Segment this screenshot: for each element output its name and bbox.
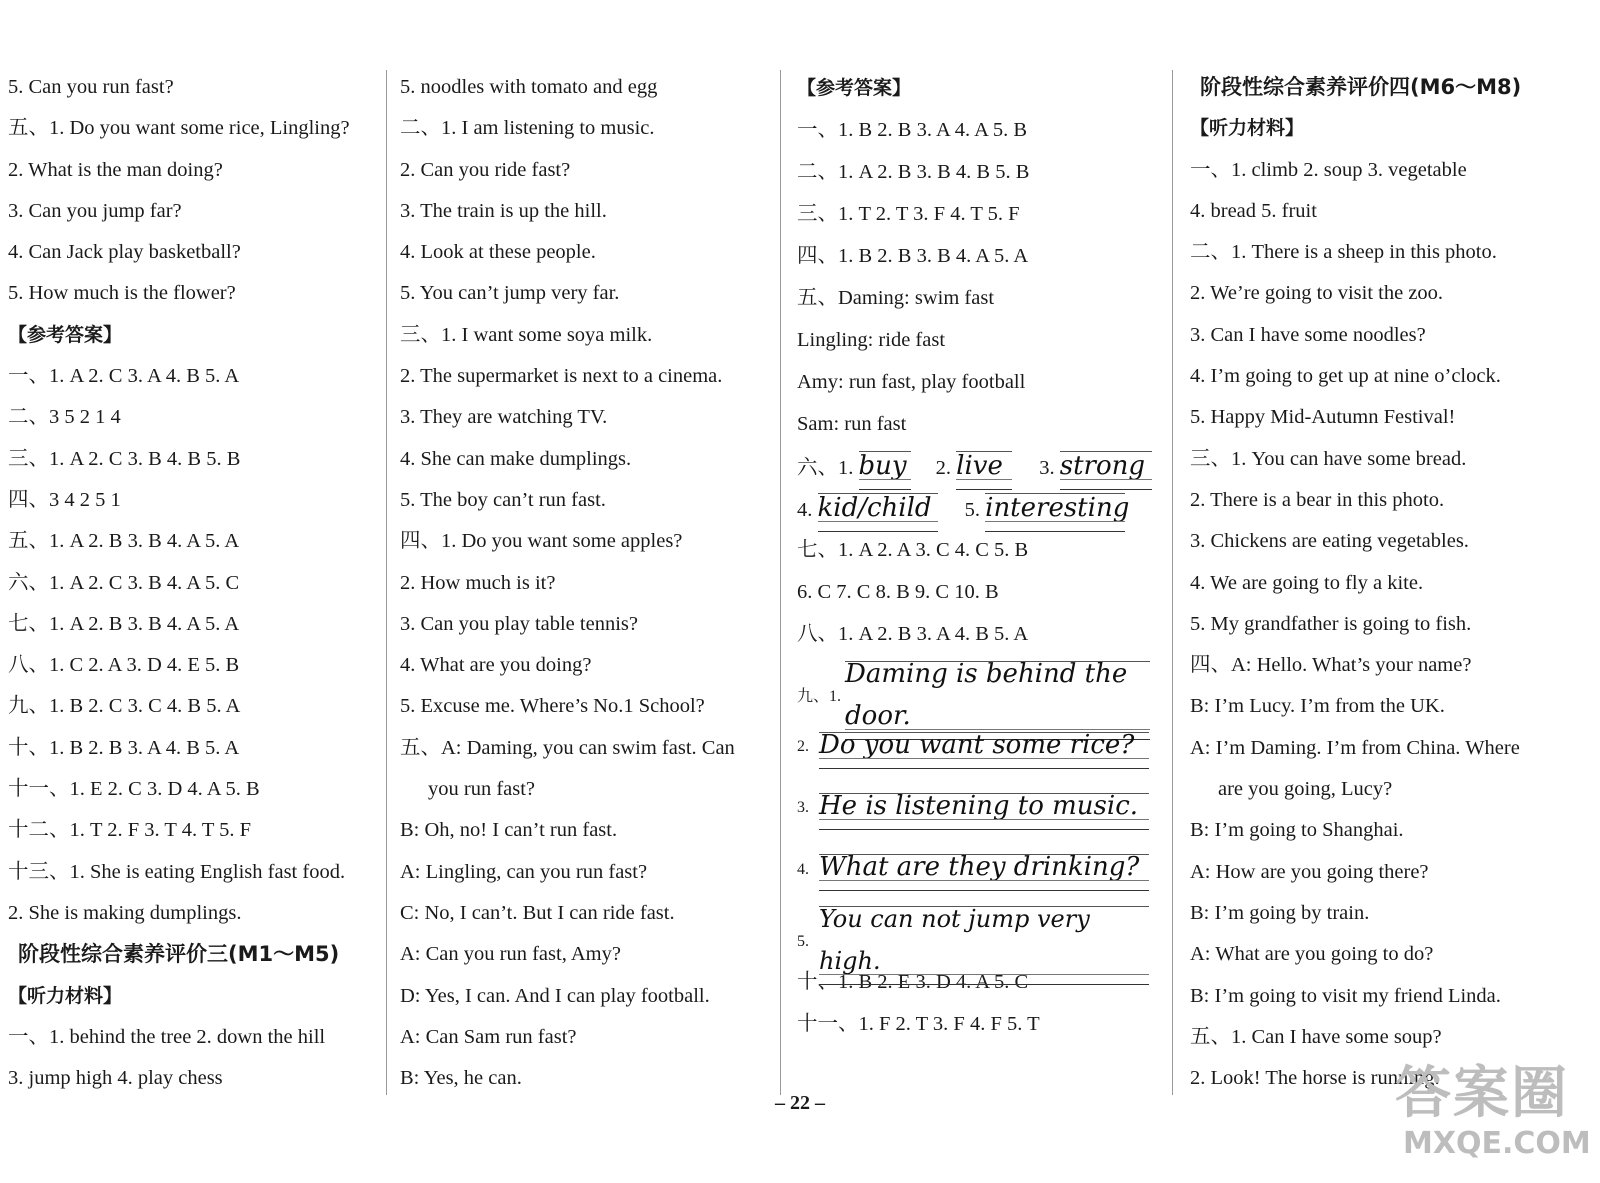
text-line: 四、A: Hello. What’s your name? (1190, 654, 1472, 677)
answer-line: 七、1. A 2. B 3. B 4. A 5. A (8, 612, 240, 635)
text-line: 3. Chickens are eating vegetables. (1190, 530, 1469, 553)
writing-lines (818, 487, 938, 532)
answer-line: 三、1. T 2. T 3. F 4. T 5. F (797, 203, 1020, 225)
item-number: 5. (797, 932, 809, 950)
column-2 (400, 67, 778, 1097)
text-line: 5. The boy can’t run fast. (400, 488, 606, 511)
handwritten-sentence: Do you want some rice? (819, 730, 1135, 761)
item-number: 4. (797, 499, 813, 521)
text-line: 5. My grandfather is going to fish. (1190, 612, 1472, 635)
text-line: 2. What is the man doing? (8, 158, 223, 181)
section-heading: 阶段性综合素养评价三(M1～M5) (18, 942, 340, 967)
handwritten-word: strong (1059, 451, 1146, 481)
watermark-text: 答案圈 (1395, 1061, 1569, 1126)
writing-lines (985, 487, 1130, 532)
answer-line: 六、1. A 2. C 3. B 4. A 5. C (8, 571, 240, 594)
text-line: 四、1. Do you want some apples? (400, 530, 683, 553)
text-line: 3. The train is up the hill. (400, 199, 607, 222)
handwriting-words-row (797, 487, 1175, 529)
answer-line: 一、1. B 2. B 3. A 4. A 5. B (797, 119, 1028, 141)
handwriting-sentence-row (797, 839, 1175, 900)
watermark-url: MXQE.COM (1403, 1126, 1591, 1161)
text-line: 5. You can’t jump very far. (400, 282, 620, 305)
text-line: C: No, I can’t. But I can ride fast. (400, 901, 675, 924)
text-line: 3. Can I have some noodles? (1190, 323, 1426, 346)
writing-lines (819, 787, 1149, 830)
item-number: 九、1. (797, 688, 842, 706)
text-line: 五、1. Can I have some soup? (1190, 1025, 1442, 1048)
column-divider (386, 70, 387, 1095)
column-1 (8, 67, 386, 1097)
column-4 (1190, 67, 1580, 1097)
handwritten-sentence: What are they drinking? (819, 852, 1140, 883)
handwritten-word: kid/child (817, 493, 932, 523)
text-line: 2. How much is it? (400, 571, 556, 594)
answer-line: 十一、1. E 2. C 3. D 4. A 5. B (8, 778, 260, 801)
watermark-logo (1395, 1062, 1595, 1180)
text-line: D: Yes, I can. And I can play football. (400, 984, 710, 1007)
answer-line: 十三、1. She is eating English fast food. (8, 860, 346, 883)
writing-lines (859, 445, 911, 490)
answer-line: 七、1. A 2. A 3. C 4. C 5. B (797, 539, 1029, 561)
answer-line: Sam: run fast (797, 413, 907, 435)
handwriting-sentence-row (797, 716, 1175, 777)
text-line: 4. Can Jack play basketball? (8, 241, 241, 264)
writing-lines (819, 726, 1149, 769)
text-line: A: Can Sam run fast? (400, 1025, 577, 1048)
text-line: 2. Look! The horse is running. (1190, 1067, 1440, 1090)
answer-line: Lingling: ride fast (797, 329, 946, 351)
text-line: A: Can you run fast, Amy? (400, 943, 621, 966)
text-line: 一、1. climb 2. soup 3. vegetable (1190, 158, 1467, 181)
text-line: A: I’m Daming. I’m from China. Where (1190, 736, 1520, 759)
answer-line: 五、Daming: swim fast (797, 287, 995, 309)
text-line: 二、1. I am listening to music. (400, 117, 655, 140)
column-3 (797, 67, 1175, 1097)
text-line: B: I’m going to Shanghai. (1190, 819, 1404, 842)
answer-line: 十、1. B 2. E 3. D 4. A 5. C (797, 970, 1029, 993)
handwritten-word: buy (858, 451, 907, 481)
handwritten-word: interesting (985, 493, 1130, 523)
page-number: – 22 – (775, 1092, 825, 1114)
section-label: 【听力材料】 (8, 984, 123, 1007)
text-line: B: Oh, no! I can’t run fast. (400, 819, 618, 842)
writing-lines (956, 445, 1012, 490)
item-number: 3. (797, 799, 809, 817)
answer-line: 十、1. B 2. B 3. A 4. B 5. A (8, 736, 240, 759)
text-line: 2. Can you ride fast? (400, 158, 571, 181)
text-line: B: I’m going by train. (1190, 901, 1370, 924)
writing-lines (819, 900, 1149, 985)
item-number: 2. (797, 738, 809, 756)
answer-line: 五、1. A 2. B 3. B 4. A 5. A (8, 530, 240, 553)
answer-line: 2. She is making dumplings. (8, 901, 242, 924)
text-line: you run fast? (428, 778, 536, 801)
text-line: 5. Happy Mid-Autumn Festival! (1190, 406, 1456, 429)
answer-line: 四、3 4 2 5 1 (8, 488, 121, 511)
handwriting-sentence-row (797, 777, 1175, 838)
text-line: A: Lingling, can you run fast? (400, 860, 648, 883)
text-line: 三、1. You can have some bread. (1190, 447, 1467, 470)
text-line: 一、1. behind the tree 2. down the hill (8, 1025, 326, 1048)
section-heading: 阶段性综合素养评价四(M6～M8) (1200, 75, 1522, 99)
section-label: 【参考答案】 (797, 77, 912, 99)
text-line: 2. The supermarket is next to a cinema. (400, 365, 723, 388)
text-line: B: Yes, he can. (400, 1067, 522, 1090)
text-line: 2. We’re going to visit the zoo. (1190, 282, 1444, 305)
text-line: 5. Excuse me. Where’s No.1 School? (400, 695, 705, 718)
text-line: 4. We are going to fly a kite. (1190, 571, 1424, 594)
text-line: A: What are you going to do? (1190, 943, 1434, 966)
text-line: 4. What are you doing? (400, 654, 592, 677)
text-line: 4. Look at these people. (400, 241, 596, 264)
answer-line: 十一、1. F 2. T 3. F 4. F 5. T (797, 1012, 1040, 1035)
answer-line: 九、1. B 2. C 3. C 4. B 5. A (8, 695, 241, 718)
handwritten-word: live (956, 451, 1003, 481)
writing-lines (1060, 445, 1152, 490)
item-number: 六、1. (797, 457, 854, 479)
section-label: 【参考答案】 (8, 323, 123, 346)
handwriting-sentence-row (797, 900, 1175, 975)
handwriting-sentence-row (797, 655, 1175, 731)
item-number: 2. (935, 457, 951, 479)
answer-line: 四、1. B 2. B 3. B 4. A 5. A (797, 245, 1029, 267)
text-line: 2. There is a bear in this photo. (1190, 488, 1445, 511)
answer-line: 三、1. A 2. C 3. B 4. B 5. B (8, 447, 241, 470)
handwritten-sentence: He is listening to music. (819, 791, 1139, 822)
handwriting-words-row (797, 445, 1175, 487)
text-line: 4. I’m going to get up at nine o’clock. (1190, 365, 1501, 388)
text-line: 3. Can you jump far? (8, 199, 182, 222)
text-line: 三、1. I want some soya milk. (400, 323, 653, 346)
item-number: 4. (797, 860, 809, 878)
text-line: A: How are you going there? (1190, 860, 1429, 883)
text-line: 3. jump high 4. play chess (8, 1067, 223, 1090)
answer-line: 八、1. C 2. A 3. D 4. E 5. B (8, 654, 240, 677)
answer-line: Amy: run fast, play football (797, 371, 1026, 393)
text-line: 二、1. There is a sheep in this photo. (1190, 241, 1497, 264)
text-line: 4. bread 5. fruit (1190, 199, 1317, 222)
text-line: 3. They are watching TV. (400, 406, 608, 429)
text-line: B: I’m Lucy. I’m from the UK. (1190, 695, 1445, 718)
text-line: 五、A: Daming, you can swim fast. Can (400, 736, 735, 759)
text-line: 4. She can make dumplings. (400, 447, 632, 470)
handwritten-sentence: You can not jump very high. (819, 904, 1090, 975)
text-line: are you going, Lucy? (1218, 778, 1393, 801)
answer-line: 6. C 7. C 8. B 9. C 10. B (797, 581, 999, 603)
text-line: 3. Can you play table tennis? (400, 612, 638, 635)
answer-line: 八、1. A 2. B 3. A 4. B 5. A (797, 623, 1029, 645)
item-number: 3. (1039, 457, 1055, 479)
text-line: 5. Can you run fast? (8, 76, 174, 98)
handwritten-sentence: Daming is behind the door. (845, 659, 1128, 731)
text-line: 5. noodles with tomato and egg (400, 76, 658, 98)
text-line: 5. How much is the flower? (8, 282, 236, 305)
text-line: 五、1. Do you want some rice, Lingling? (8, 117, 350, 140)
answer-line: 十二、1. T 2. F 3. T 4. T 5. F (8, 819, 252, 842)
section-label: 【听力材料】 (1190, 117, 1305, 140)
text-line: B: I’m going to visit my friend Linda. (1190, 984, 1501, 1007)
answer-line: 二、3 5 2 1 4 (8, 406, 121, 429)
answer-line: 二、1. A 2. B 3. B 4. B 5. B (797, 161, 1030, 183)
item-number: 5. (964, 499, 980, 521)
answer-line: 一、1. A 2. C 3. A 4. B 5. A (8, 365, 240, 388)
writing-lines (819, 848, 1149, 891)
column-divider (780, 70, 781, 1095)
